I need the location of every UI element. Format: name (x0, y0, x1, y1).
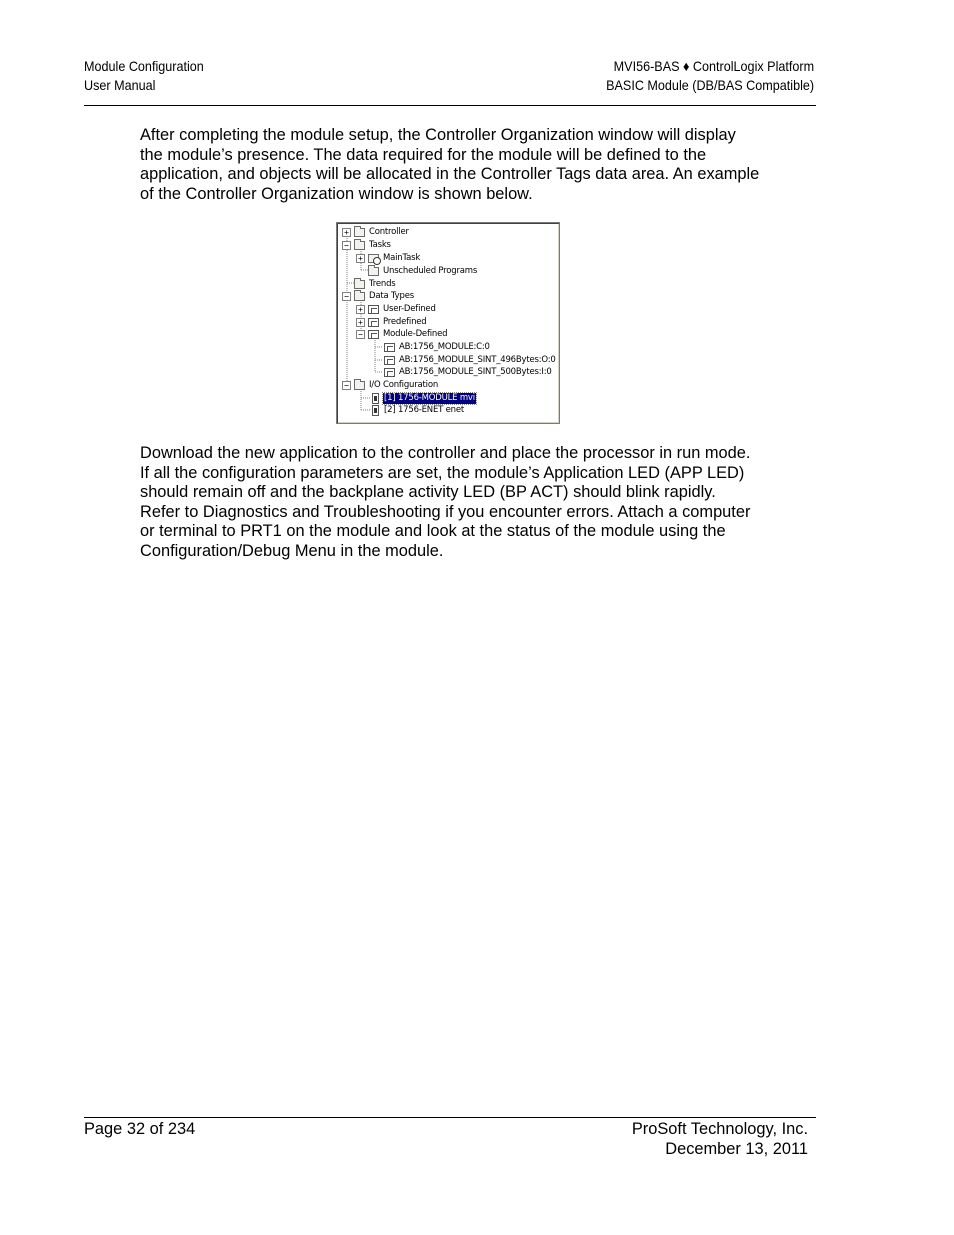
tree-label: I/O Configuration (369, 380, 439, 390)
header-divider (84, 105, 816, 106)
tree-node-controller[interactable] (342, 226, 410, 239)
folder-icon (354, 228, 365, 237)
tree-node-tasks[interactable] (342, 239, 392, 252)
tree-label: MainTask (383, 253, 421, 263)
expand-plus-icon[interactable]: + (356, 254, 365, 263)
tree-label: Unscheduled Programs (383, 266, 478, 276)
download-instructions-paragraph: Download the new application to the controller and place the processor in run mode. If all the configuration parameters are set, the module’s Application LED (APP LED) should remain off and the backplane activity LED (BP ACT) should blink rapidly. Refer to Diagnostics and Troubleshooting if you encounter errors. Attach a computer or terminal to PRT1 on the module and look at the status of the module using the Configuration/Debug Menu in the module. (140, 444, 751, 560)
header-doc-type: User Manual (84, 77, 156, 93)
datatype-icon (384, 356, 395, 365)
tree-node-module-sint-500[interactable] (384, 366, 553, 379)
tree-label: AB:1756_MODULE_SINT_500Bytes:I:0 (399, 367, 552, 377)
running-header-right (606, 57, 814, 95)
tree-label: AB:1756_MODULE:C:0 (399, 342, 490, 352)
datatype-icon (368, 330, 379, 339)
footer-right (632, 1120, 808, 1159)
collapse-minus-icon[interactable]: − (356, 330, 365, 339)
expand-plus-icon[interactable]: + (342, 228, 351, 237)
running-header-left (84, 57, 204, 95)
datatype-icon (384, 343, 395, 352)
intro-paragraph: After completing the module setup, the Controller Organization window will display the module’s presence. The data required for the module will be defined to the application, and objects will be allocated in the Controller Tags data area. An example of the Controller Organization window is shown below. (140, 126, 760, 203)
collapse-minus-icon[interactable]: − (342, 241, 351, 250)
module-icon (372, 405, 379, 416)
header-section-title: Module Configuration (84, 58, 204, 74)
collapse-minus-icon[interactable]: − (342, 381, 351, 390)
tree-label: Module-Defined (383, 329, 448, 339)
folder-icon (354, 292, 365, 301)
footer-date: December 13, 2011 (665, 1139, 808, 1158)
tree-label: Predefined (383, 317, 427, 327)
folder-icon (354, 381, 365, 390)
tree-label: Controller (369, 227, 409, 237)
module-icon (372, 393, 379, 404)
tree-label-selected: [1] 1756-MODULE mvi (384, 393, 475, 403)
tree-node-module-defined[interactable] (356, 328, 448, 341)
tree-node-module-c[interactable] (384, 341, 491, 354)
expand-plus-icon[interactable]: + (356, 318, 365, 327)
footer-divider (84, 1117, 816, 1118)
task-icon (368, 254, 379, 263)
folder-icon (354, 280, 365, 289)
controller-organization-window (336, 222, 560, 424)
tree-node-maintask[interactable] (356, 252, 421, 265)
datatype-icon (368, 305, 379, 314)
datatype-icon (368, 318, 379, 327)
tree-label: Trends (369, 279, 396, 289)
page-number: Page 32 of 234 (84, 1120, 196, 1138)
tree-label: AB:1756_MODULE_SINT_496Bytes:O:0 (399, 355, 556, 365)
datatype-icon (384, 368, 395, 377)
folder-icon (354, 241, 365, 250)
expand-plus-icon[interactable]: + (356, 305, 365, 314)
header-product-subtitle: BASIC Module (DB/BAS Compatible) (606, 77, 814, 93)
footer-company: ProSoft Technology, Inc. (631, 1120, 808, 1138)
collapse-minus-icon[interactable]: − (342, 292, 351, 301)
folder-icon (368, 267, 379, 276)
tree-node-module-enet[interactable] (372, 404, 465, 417)
tree-node-io-configuration[interactable] (342, 379, 439, 392)
tree-label: User-Defined (383, 304, 436, 314)
tree-node-user-defined[interactable] (356, 303, 437, 316)
tree-label: Tasks (369, 240, 391, 250)
tree-label: [2] 1756-ENET enet (384, 405, 465, 415)
header-product: MVI56-BAS ♦ ControlLogix Platform (613, 58, 814, 74)
tree-node-unscheduled-programs[interactable] (356, 265, 478, 278)
tree-label: Data Types (369, 291, 414, 301)
tree-node-data-types[interactable] (342, 290, 415, 303)
